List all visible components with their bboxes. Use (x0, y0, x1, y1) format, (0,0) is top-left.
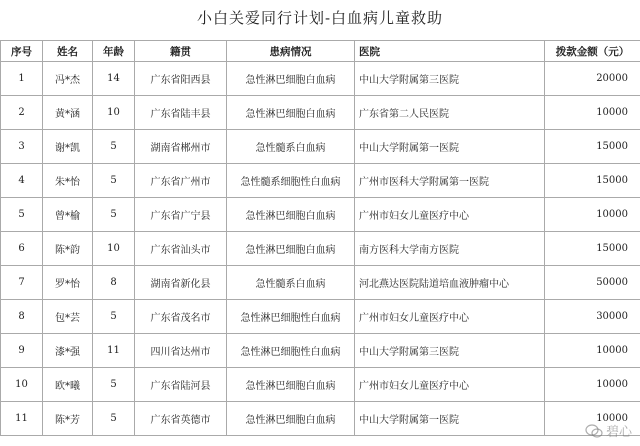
cell-condition: 急性淋巴细胞性白血病 (227, 300, 355, 334)
cell-name: 罗*怡 (43, 266, 93, 300)
header-age: 年龄 (93, 41, 135, 62)
cell-condition: 急性淋巴细胞白血病 (227, 62, 355, 96)
cell-no: 3 (1, 130, 43, 164)
header-name: 姓名 (43, 41, 93, 62)
cell-hospital: 广东省第二人民医院 (355, 96, 545, 130)
cell-no: 4 (1, 164, 43, 198)
cell-hospital: 南方医科大学南方医院 (355, 232, 545, 266)
cell-name: 朱*怡 (43, 164, 93, 198)
cell-age: 8 (93, 266, 135, 300)
cell-origin: 广东省广州市 (135, 164, 227, 198)
page-title: 小白关爱同行计划-白血病儿童救助 (196, 9, 444, 27)
cell-condition: 急性淋巴细胞白血病 (227, 232, 355, 266)
cell-hospital: 广州市妇女儿童医疗中心 (355, 198, 545, 232)
cell-condition: 急性淋巴细胞性白血病 (227, 334, 355, 368)
cell-origin: 四川省达州市 (135, 334, 227, 368)
cell-origin: 湖南省新化县 (135, 266, 227, 300)
cell-amount: 10000 (545, 334, 640, 368)
cell-condition: 急性淋巴细胞白血病 (227, 198, 355, 232)
cell-name: 漆*强 (43, 334, 93, 368)
table-row (1, 232, 640, 266)
header-row (1, 41, 640, 62)
cell-hospital: 广州市妇女儿童医疗中心 (355, 368, 545, 402)
cell-amount: 20000 (545, 62, 640, 96)
cell-amount: 15000 (545, 164, 640, 198)
cell-amount: 30000 (545, 300, 640, 334)
cell-origin: 广东省陆丰县 (135, 96, 227, 130)
cell-age: 5 (93, 402, 135, 436)
cell-amount: 10000 (545, 96, 640, 130)
cell-hospital: 中山大学附属第一医院 (355, 402, 545, 436)
cell-name: 冯*杰 (43, 62, 93, 96)
cell-no: 5 (1, 198, 43, 232)
cell-condition: 急性髓系白血病 (227, 130, 355, 164)
cell-origin: 湖南省郴州市 (135, 130, 227, 164)
cell-hospital: 广州市妇女儿童医疗中心 (355, 300, 545, 334)
cell-name: 欧*曦 (43, 368, 93, 402)
cell-age: 10 (93, 232, 135, 266)
cell-hospital: 中山大学附属第三医院 (355, 62, 545, 96)
cell-name: 黄*涵 (43, 96, 93, 130)
cell-origin: 广东省广宁县 (135, 198, 227, 232)
cell-no: 2 (1, 96, 43, 130)
table-row (1, 164, 640, 198)
header-condition: 患病情况 (227, 41, 355, 62)
header-hospital: 医院 (355, 41, 545, 62)
cell-name: 曾*榆 (43, 198, 93, 232)
cell-condition: 急性淋巴细胞白血病 (227, 402, 355, 436)
cell-age: 5 (93, 198, 135, 232)
cell-no: 7 (1, 266, 43, 300)
cell-hospital: 广州市医科大学附属第一医院 (355, 164, 545, 198)
cell-origin: 广东省英德市 (135, 402, 227, 436)
cell-hospital: 中山大学附属第一医院 (355, 130, 545, 164)
cell-amount: 15000 (545, 232, 640, 266)
table-row (1, 266, 640, 300)
cell-age: 5 (93, 368, 135, 402)
cell-amount: 15000 (545, 130, 640, 164)
table-row (1, 198, 640, 232)
cell-name: 谢*凯 (43, 130, 93, 164)
cell-age: 5 (93, 164, 135, 198)
cell-name: 陈*韵 (43, 232, 93, 266)
cell-no: 1 (1, 62, 43, 96)
table-row (1, 368, 640, 402)
header-no: 序号 (1, 41, 43, 62)
cell-age: 5 (93, 130, 135, 164)
cell-origin: 广东省茂名市 (135, 300, 227, 334)
cell-amount: 50000 (545, 266, 640, 300)
cell-no: 6 (1, 232, 43, 266)
header-amount: 拨款金额（元） (545, 41, 640, 62)
cell-origin: 广东省陆河县 (135, 368, 227, 402)
cell-no: 11 (1, 402, 43, 436)
watermark-text: 碧心 (605, 425, 632, 440)
header-origin: 籍贯 (135, 41, 227, 62)
watermark (585, 421, 632, 440)
table-row (1, 96, 640, 130)
table-row (1, 300, 640, 334)
cell-age: 5 (93, 300, 135, 334)
cell-no: 8 (1, 300, 43, 334)
cell-condition: 急性淋巴细胞白血病 (227, 368, 355, 402)
cell-no: 10 (1, 368, 43, 402)
cell-amount: 10000 (545, 368, 640, 402)
table-row (1, 334, 640, 368)
cell-age: 14 (93, 62, 135, 96)
cell-no: 9 (1, 334, 43, 368)
cell-amount: 10000 (545, 198, 640, 232)
cell-hospital: 河北燕达医院陆道培血液肿瘤中心 (355, 266, 545, 300)
cell-condition: 急性淋巴细胞白血病 (227, 96, 355, 130)
table-row (1, 402, 640, 436)
cell-condition: 急性髓系白血病 (227, 266, 355, 300)
cell-name: 包*芸 (43, 300, 93, 334)
cell-name: 陈*芳 (43, 402, 93, 436)
cell-age: 11 (93, 334, 135, 368)
cell-hospital: 中山大学附属第三医院 (355, 334, 545, 368)
cell-condition: 急性髓系细胞性白血病 (227, 164, 355, 198)
cell-origin: 广东省汕头市 (135, 232, 227, 266)
cell-origin: 广东省阳西县 (135, 62, 227, 96)
aid-table (0, 40, 640, 436)
wechat-icon (585, 424, 603, 438)
table-row (1, 130, 640, 164)
cell-age: 10 (93, 96, 135, 130)
cell-amount: 10000 (545, 402, 640, 436)
table-row (1, 62, 640, 96)
